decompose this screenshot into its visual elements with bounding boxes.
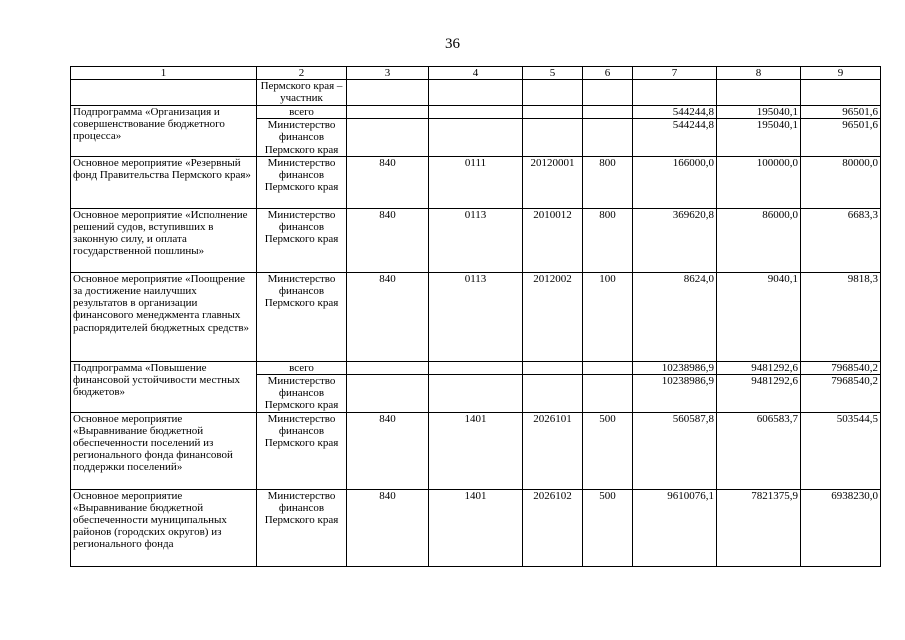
cell-grbs: 840 bbox=[347, 156, 429, 208]
cell-year-2: 9481292,6 bbox=[717, 375, 801, 413]
cell-grbs bbox=[347, 361, 429, 374]
cell-csr bbox=[523, 375, 583, 413]
cell-vr: 800 bbox=[583, 156, 633, 208]
cell-vr bbox=[583, 361, 633, 374]
cell-program: Подпрограмма «Повышение финансовой устойчивости местных бюджетов» bbox=[71, 361, 257, 412]
cell-year-3: 9818,3 bbox=[801, 272, 881, 361]
header-col-2: 2 bbox=[257, 67, 347, 80]
cell-vr bbox=[583, 106, 633, 119]
cell-year-2: 195040,1 bbox=[717, 119, 801, 157]
cell-year-3: 6938230,0 bbox=[801, 489, 881, 566]
cell-year-2: 100000,0 bbox=[717, 156, 801, 208]
budget-table bbox=[70, 66, 881, 567]
cell-grbs bbox=[347, 80, 429, 106]
cell-year-1: 9610076,1 bbox=[633, 489, 717, 566]
cell-rzpr: 0113 bbox=[429, 272, 523, 361]
cell-program: Основное мероприятие «Исполнение решений судов, вступивших в законную силу, и оплата государственной пошлины» bbox=[71, 208, 257, 272]
cell-rzpr bbox=[429, 375, 523, 413]
cell-csr bbox=[523, 80, 583, 106]
cell-rzpr bbox=[429, 361, 523, 374]
cell-csr: 2026101 bbox=[523, 412, 583, 489]
page-number: 36 bbox=[445, 36, 460, 52]
cell-executor: Министерство финансов Пермского края bbox=[257, 156, 347, 208]
table-row bbox=[71, 412, 881, 489]
cell-rzpr bbox=[429, 119, 523, 157]
cell-year-3: 503544,5 bbox=[801, 412, 881, 489]
cell-rzpr bbox=[429, 80, 523, 106]
header-col-4: 4 bbox=[429, 67, 523, 80]
cell-year-2: 195040,1 bbox=[717, 106, 801, 119]
cell-grbs bbox=[347, 375, 429, 413]
cell-year-3 bbox=[801, 80, 881, 106]
cell-program: Основное мероприятие «Выравнивание бюджетной обеспеченности поселений из регионального фонда финансовой поддержки поселений» bbox=[71, 412, 257, 489]
cell-year-1: 8624,0 bbox=[633, 272, 717, 361]
cell-year-2: 9040,1 bbox=[717, 272, 801, 361]
cell-grbs: 840 bbox=[347, 272, 429, 361]
cell-csr: 2010012 bbox=[523, 208, 583, 272]
cell-executor: Пермского края – участник bbox=[257, 80, 347, 106]
header-col-9: 9 bbox=[801, 67, 881, 80]
cell-rzpr: 1401 bbox=[429, 412, 523, 489]
cell-rzpr: 0113 bbox=[429, 208, 523, 272]
cell-executor-total: всего bbox=[257, 361, 347, 374]
table-row bbox=[71, 489, 881, 566]
table-header-row bbox=[71, 67, 881, 80]
cell-vr: 500 bbox=[583, 489, 633, 566]
cell-rzpr: 0111 bbox=[429, 156, 523, 208]
header-col-3: 3 bbox=[347, 67, 429, 80]
cell-vr bbox=[583, 119, 633, 157]
cell-executor: Министерство финансов Пермского края bbox=[257, 375, 347, 413]
cell-program bbox=[71, 80, 257, 106]
cell-grbs: 840 bbox=[347, 208, 429, 272]
header-col-5: 5 bbox=[523, 67, 583, 80]
table-row bbox=[71, 156, 881, 208]
cell-year-2: 9481292,6 bbox=[717, 361, 801, 374]
cell-year-3: 6683,3 bbox=[801, 208, 881, 272]
cell-grbs bbox=[347, 106, 429, 119]
cell-csr bbox=[523, 361, 583, 374]
cell-grbs: 840 bbox=[347, 412, 429, 489]
cell-vr bbox=[583, 375, 633, 413]
cell-year-2: 7821375,9 bbox=[717, 489, 801, 566]
cell-year-1: 166000,0 bbox=[633, 156, 717, 208]
cell-vr bbox=[583, 80, 633, 106]
cell-executor: Министерство финансов Пермского края bbox=[257, 272, 347, 361]
cell-executor: Министерство финансов Пермского края bbox=[257, 412, 347, 489]
table-row bbox=[71, 208, 881, 272]
cell-year-1 bbox=[633, 80, 717, 106]
cell-year-1: 560587,8 bbox=[633, 412, 717, 489]
cell-year-2 bbox=[717, 80, 801, 106]
cell-csr: 2012002 bbox=[523, 272, 583, 361]
cell-csr bbox=[523, 119, 583, 157]
cell-csr: 2026102 bbox=[523, 489, 583, 566]
cell-program: Основное мероприятие «Выравнивание бюджетной обеспеченности муниципальных районов (городских округов) из регионального фонда bbox=[71, 489, 257, 566]
cell-grbs bbox=[347, 119, 429, 157]
table-row bbox=[71, 361, 881, 374]
cell-vr: 100 bbox=[583, 272, 633, 361]
table-row bbox=[71, 80, 881, 106]
cell-program: Основное мероприятие «Резервный фонд Правительства Пермского края» bbox=[71, 156, 257, 208]
cell-grbs: 840 bbox=[347, 489, 429, 566]
cell-year-3: 96501,6 bbox=[801, 119, 881, 157]
cell-executor: Министерство финансов Пермского края bbox=[257, 489, 347, 566]
cell-year-1: 10238986,9 bbox=[633, 361, 717, 374]
cell-executor-total: всего bbox=[257, 106, 347, 119]
header-col-8: 8 bbox=[717, 67, 801, 80]
table-row bbox=[71, 272, 881, 361]
cell-year-3: 7968540,2 bbox=[801, 375, 881, 413]
cell-year-1: 544244,8 bbox=[633, 119, 717, 157]
table-row bbox=[71, 106, 881, 119]
cell-executor: Министерство финансов Пермского края bbox=[257, 119, 347, 157]
cell-program: Подпрограмма «Организация и совершенствование бюджетного процесса» bbox=[71, 106, 257, 157]
header-col-1: 1 bbox=[71, 67, 257, 80]
cell-year-1: 369620,8 bbox=[633, 208, 717, 272]
cell-year-2: 86000,0 bbox=[717, 208, 801, 272]
cell-year-2: 606583,7 bbox=[717, 412, 801, 489]
cell-vr: 500 bbox=[583, 412, 633, 489]
cell-executor: Министерство финансов Пермского края bbox=[257, 208, 347, 272]
cell-rzpr: 1401 bbox=[429, 489, 523, 566]
cell-rzpr bbox=[429, 106, 523, 119]
cell-program: Основное мероприятие «Поощрение за достижение наилучших результатов в организации финансового менеджмента главных распорядителей бюджетных средств» bbox=[71, 272, 257, 361]
cell-year-1: 10238986,9 bbox=[633, 375, 717, 413]
cell-vr: 800 bbox=[583, 208, 633, 272]
cell-csr: 20120001 bbox=[523, 156, 583, 208]
cell-year-1: 544244,8 bbox=[633, 106, 717, 119]
cell-year-3: 7968540,2 bbox=[801, 361, 881, 374]
cell-csr bbox=[523, 106, 583, 119]
header-col-7: 7 bbox=[633, 67, 717, 80]
header-col-6: 6 bbox=[583, 67, 633, 80]
cell-year-3: 96501,6 bbox=[801, 106, 881, 119]
cell-year-3: 80000,0 bbox=[801, 156, 881, 208]
